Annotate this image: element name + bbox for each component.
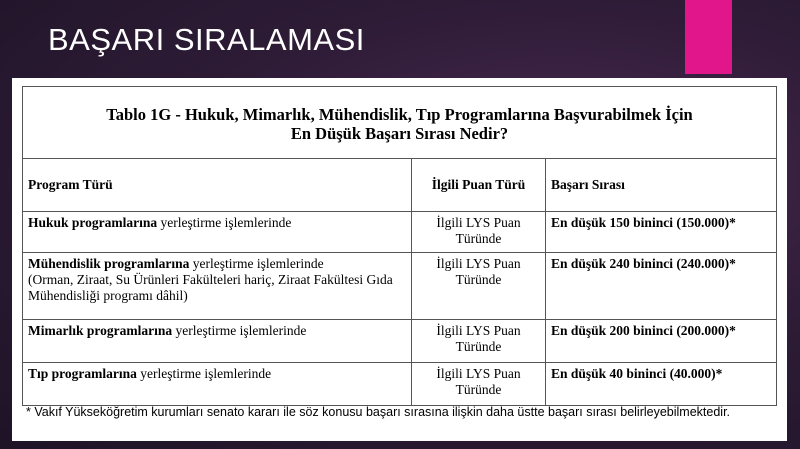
ranking-table [22, 86, 777, 406]
table-row [23, 363, 777, 406]
caption-line-1: Tablo 1G - Hukuk, Mimarlık, Mühendislik, Tıp Programlarına Başvurabilmek İçin [106, 105, 693, 124]
program-cell: Mimarlık programlarına yerleştirme işlemlerinde [23, 320, 412, 363]
program-note: (Orman, Ziraat, Su Ürünleri Fakülteleri hariç, Ziraat Fakültesi Gıda Mühendisliği programı dâhil) [28, 272, 393, 303]
sira-cell: En düşük 150 bininci (150.000)* [546, 212, 777, 253]
document-image [12, 78, 787, 441]
table-header-row [23, 159, 777, 212]
table-row [23, 212, 777, 253]
header-puan: İlgili Puan Türü [412, 159, 546, 212]
program-cell: Mühendislik programlarına yerleştirme işlemlerinde (Orman, Ziraat, Su Ürünleri Fakülteleri hariç, Ziraat Fakültesi Gıda Mühendisliği programı dâhil) [23, 253, 412, 320]
accent-bar [685, 0, 732, 74]
sira-cell: En düşük 200 bininci (200.000)* [546, 320, 777, 363]
puan-cell: İlgili LYS Puan Türünde [412, 320, 546, 363]
puan-cell: İlgili LYS Puan Türünde [412, 363, 546, 406]
program-cell: Tıp programlarına yerleştirme işlemlerinde [23, 363, 412, 406]
table-row [23, 320, 777, 363]
slide-title: BAŞARI SIRALAMASI [48, 22, 365, 57]
puan-cell: İlgili LYS Puan Türünde [412, 212, 546, 253]
table-caption [23, 87, 777, 159]
header-sira: Başarı Sırası [546, 159, 777, 212]
sira-cell: En düşük 240 bininci (240.000)* [546, 253, 777, 320]
table-row [23, 253, 777, 320]
program-cell: Hukuk programlarına yerleştirme işlemlerinde [23, 212, 412, 253]
sira-cell: En düşük 40 bininci (40.000)* [546, 363, 777, 406]
footnote: * Vakıf Yükseköğretim kurumları senato kararı ile söz konusu başarı sırasına ilişkin daha üstte başarı sırası belirleyebilmektedir. [26, 405, 731, 419]
puan-cell: İlgili LYS Puan Türünde [412, 253, 546, 320]
caption-line-2: En Düşük Başarı Sırası Nedir? [290, 124, 509, 143]
header-program: Program Türü [23, 159, 412, 212]
